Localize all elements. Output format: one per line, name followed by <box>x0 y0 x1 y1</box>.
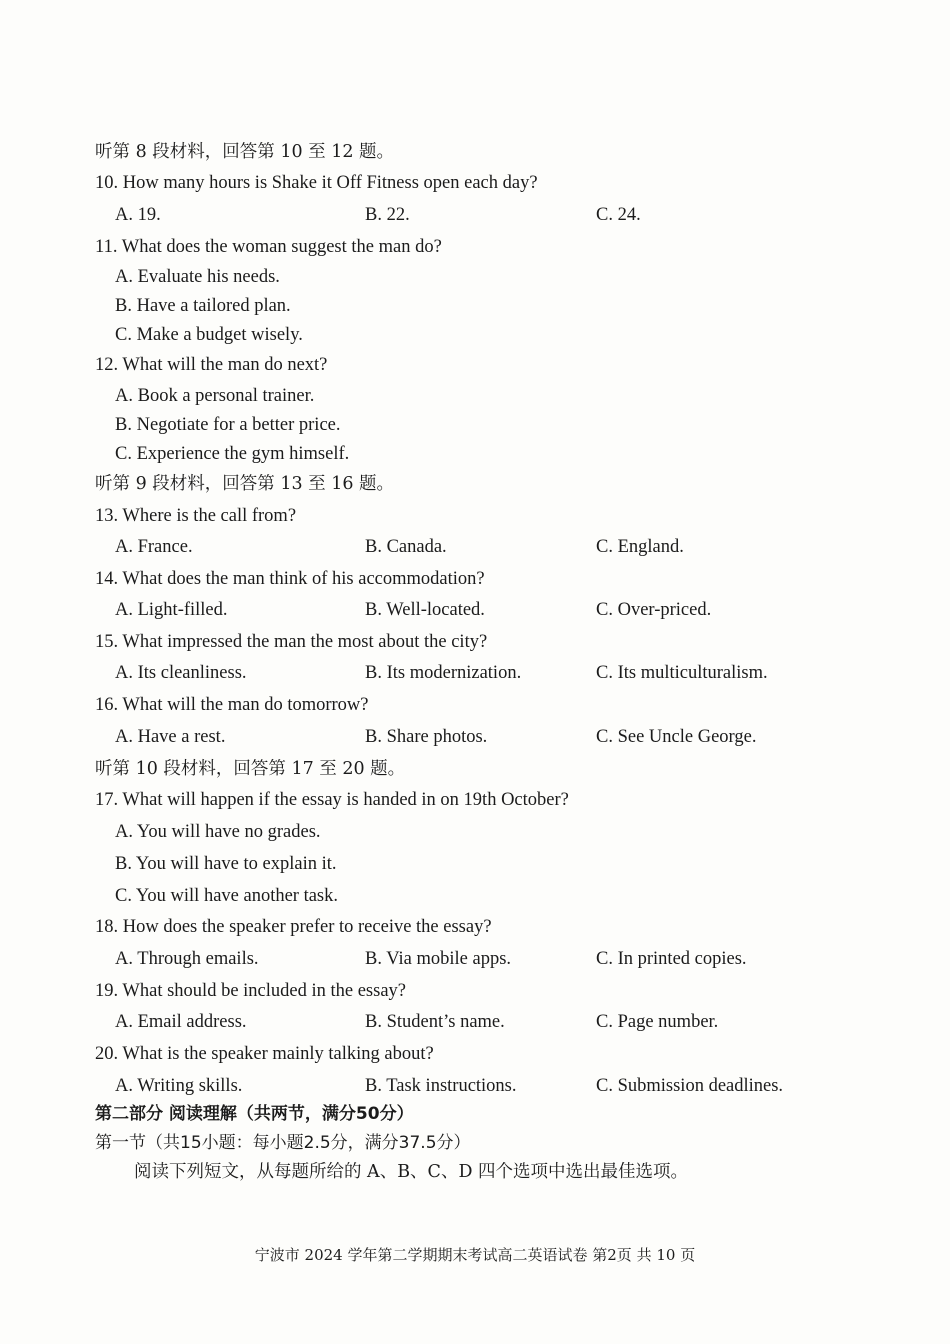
answer-option: C. Experience the gym himself. <box>115 444 350 464</box>
answer-option: C. England. <box>596 537 684 557</box>
section-instruction: 听第 10 段材料，回答第 17 至 20 题。 <box>95 759 406 779</box>
answer-option: C. Make a budget wisely. <box>115 325 303 345</box>
section-title: 第一节（共15小题：每小题2.5分，满分37.5分） <box>95 1133 471 1153</box>
page-footer: 宁波市 2024 学年第二学期期末考试高二英语试卷 第2页 共 10 页 <box>254 1246 696 1264</box>
answer-option: A. 19. <box>115 205 161 225</box>
question: 16. What will the man do tomorrow? <box>95 695 369 715</box>
answer-option: B. Student’s name. <box>365 1012 505 1032</box>
question: 17. What will happen if the essay is handed in on 19th October? <box>95 790 569 810</box>
answer-option: C. Its multiculturalism. <box>596 663 768 683</box>
answer-option: B. You will have to explain it. <box>115 854 337 874</box>
answer-option: B. Well-located. <box>365 600 485 620</box>
answer-option: B. Its modernization. <box>365 663 522 683</box>
answer-option: A. Evaluate his needs. <box>115 267 280 287</box>
answer-option: A. Email address. <box>115 1012 247 1032</box>
answer-option: C. 24. <box>596 205 641 225</box>
answer-option: B. 22. <box>365 205 410 225</box>
answer-option: A. Its cleanliness. <box>115 663 247 683</box>
question: 20. What is the speaker mainly talking about? <box>95 1044 434 1064</box>
answer-option: B. Negotiate for a better price. <box>115 415 341 435</box>
part-title: 第二部分 阅读理解（共两节，满分50分） <box>95 1104 414 1124</box>
answer-option: B. Canada. <box>365 537 447 557</box>
answer-option: C. Submission deadlines. <box>596 1076 784 1096</box>
answer-option: B. Task instructions. <box>365 1076 517 1096</box>
question: 19. What should be included in the essay? <box>95 981 407 1001</box>
answer-option: C. See Uncle George. <box>596 727 757 747</box>
section-instruction: 听第 8 段材料，回答第 10 至 12 题。 <box>95 142 395 162</box>
question: 15. What impressed the man the most about the city? <box>95 632 488 652</box>
answer-option: B. Have a tailored plan. <box>115 296 291 316</box>
answer-option: C. In printed copies. <box>596 949 747 969</box>
answer-option: C. You will have another task. <box>115 886 339 906</box>
answer-option: A. Book a personal trainer. <box>115 386 315 406</box>
answer-option: A. Writing skills. <box>115 1076 243 1096</box>
answer-option: A. Light-filled. <box>115 600 228 620</box>
reading-instruction: 阅读下列短文，从每题所给的 A、B、C、D 四个选项中选出最佳选项。 <box>134 1162 689 1182</box>
section-instruction: 听第 9 段材料，回答第 13 至 16 题。 <box>95 474 395 494</box>
question: 14. What does the man think of his accommodation? <box>95 569 485 589</box>
question: 13. Where is the call from? <box>95 506 297 526</box>
answer-option: A. Through emails. <box>115 949 259 969</box>
answer-option: B. Share photos. <box>365 727 488 747</box>
answer-option: A. You will have no grades. <box>115 822 321 842</box>
question: 12. What will the man do next? <box>95 355 328 375</box>
answer-option: C. Over-priced. <box>596 600 712 620</box>
question: 11. What does the woman suggest the man do? <box>95 237 442 257</box>
question: 10. How many hours is Shake it Off Fitness open each day? <box>95 173 538 193</box>
answer-option: A. Have a rest. <box>115 727 226 747</box>
answer-option: B. Via mobile apps. <box>365 949 512 969</box>
answer-option: C. Page number. <box>596 1012 719 1032</box>
question: 18. How does the speaker prefer to receive the essay? <box>95 917 492 937</box>
answer-option: A. France. <box>115 537 193 557</box>
